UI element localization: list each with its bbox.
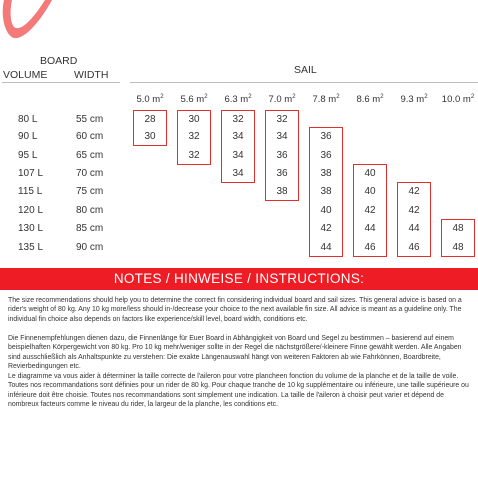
fin-size-value: 34: [232, 150, 244, 161]
board-width: 65 cm: [76, 150, 104, 161]
board-width: 75 cm: [76, 186, 104, 197]
fin-size-value: 34: [232, 168, 244, 179]
fin-size-value: 38: [320, 186, 332, 197]
fin-size-value: 44: [364, 223, 376, 234]
board-volume: 115 L: [18, 186, 43, 197]
fin-size-value: 44: [320, 242, 332, 253]
fin-size-value: 32: [188, 150, 200, 161]
board-width: 90 cm: [76, 242, 104, 253]
board-width: 85 cm: [76, 223, 104, 234]
board-volume: 107 L: [18, 168, 44, 179]
fin-size-value: 42: [408, 186, 420, 197]
sail-size-unit-exponent: 2: [336, 94, 340, 100]
fin-size-value: 32: [276, 114, 288, 125]
fin-size-value: 32: [188, 131, 200, 142]
board-width: 80 cm: [76, 205, 104, 216]
volume-header: VOLUME: [3, 69, 48, 81]
sail-header: SAIL: [294, 64, 317, 76]
sail-size-value: 5.6 m: [180, 94, 205, 106]
notes-banner: NOTES / HINWEISE / INSTRUCTIONS:: [0, 268, 478, 290]
board-width: 70 cm: [76, 168, 104, 179]
fin-size-value: 36: [320, 150, 332, 161]
board-width: 55 cm: [76, 114, 104, 125]
fin-size-value: 32: [232, 114, 244, 125]
fin-size-value: 28: [144, 114, 156, 125]
board-header: BOARD: [40, 55, 78, 67]
fin-size-value: 42: [320, 223, 332, 234]
sail-size-unit-exponent: 2: [470, 94, 475, 100]
board-volume: 80 L: [18, 114, 38, 125]
fin-size-value: 42: [408, 205, 420, 216]
fin-size-value: 40: [320, 205, 332, 216]
notes-german: Die Finnenempfehlungen dienen dazu, die Finnenlänge für Euer Board in Abhängigkeit von Board und Segel zu bestimmen – basierend auf einem beispielhaften Körpergewicht von 80 kg. Pro 10 kg mehr/weniger sollte in der Regel die nächstgrößere/-kleinere Finne gewählt werden. Alle Angaben sind ausschließlich als Anhaltspunkte zu verstehen: Die exakte Längenauswahl hängt von weiteren Faktoren ab wie Fahrkönnen, Boardbreite, Revierbedingungen etc.: [8, 335, 462, 371]
fin-size-value: 40: [364, 186, 376, 197]
sail-size-header: [180, 94, 207, 105]
sail-size-value: 5.0 m: [136, 94, 161, 106]
board-volume: 120 L: [18, 205, 44, 216]
board-volume: 135 L: [18, 242, 44, 253]
sail-size-unit-exponent: 2: [160, 94, 164, 100]
sail-size-header: [136, 94, 163, 105]
fin-size-value: 30: [144, 131, 156, 142]
sail-size-header: [442, 94, 474, 105]
board-width: 60 cm: [76, 131, 104, 142]
fin-size-value: 48: [452, 223, 464, 234]
sail-size-unit-exponent: 2: [424, 94, 428, 100]
fin-size-value: 40: [364, 168, 376, 179]
fin-size-value: 46: [364, 242, 376, 253]
fin-size-value: 30: [188, 114, 200, 125]
sail-size-unit-exponent: 2: [248, 94, 252, 100]
sail-size-header: [400, 94, 427, 105]
fin-size-value: 46: [408, 242, 420, 253]
board-volume: 95 L: [18, 150, 38, 161]
notes-french: Le diagramme va vous aider à déterminer la taille correcte de l'aileron pour votre plancheen fonction du volume de la planche et de la taille de voile. Toutes nos recommandations sont définies pour un rider de 80 kg. Pour chaque tranche de 10 kg supplémentaire ou inférieure, une taille supérieure ou inférieure doit être choisie. Toutes nos recommandations sont simplement une indication. La taille de l'aileron à choisir peut varier et dépend de nombreux facteurs comme le niveau du rider, la largeur de la planche, les conditions etc.: [8, 373, 469, 409]
sail-size-value: 6.3 m: [224, 94, 249, 106]
sail-size-unit-exponent: 2: [380, 94, 384, 100]
sail-size-value: 9.3 m: [400, 94, 425, 106]
board-header-underline: [2, 82, 120, 83]
sail-size-value: 7.0 m: [268, 94, 293, 106]
fin-size-value: 42: [364, 205, 376, 216]
width-header: WIDTH: [74, 69, 109, 81]
sail-header-underline: [130, 82, 478, 83]
sail-size-unit-exponent: 2: [292, 94, 296, 100]
notes-english: The size recommendations should help you to determine the correct fin considering individual board and sail sizes. This general advice is based on a rider's weight of 80 kg. Any 10 kg more/less should in-/decrease your choice to the next available fin size. All advice is meant as a guideline only. The individual fin choice also depends on factors like experience/skill level, board width, conditions etc.: [8, 297, 462, 323]
sail-size-unit-exponent: 2: [204, 94, 208, 100]
fin-size-value: 36: [276, 168, 288, 179]
board-volume: 130 L: [18, 223, 44, 234]
fin-size-value: 48: [452, 242, 464, 253]
sail-size-header: [356, 94, 383, 105]
fin-size-value: 38: [320, 168, 332, 179]
sail-size-header: [268, 94, 295, 105]
board-volume: 90 L: [18, 131, 38, 142]
fin-size-value: 44: [408, 223, 420, 234]
fin-size-value: 34: [276, 131, 288, 142]
sail-size-header: [224, 94, 251, 105]
brand-swoosh-icon: [0, 0, 70, 45]
sail-size-value: 10.0 m: [441, 94, 471, 106]
sail-size-value: 7.8 m: [312, 94, 337, 106]
fin-size-value: 36: [276, 150, 288, 161]
fin-size-value: 34: [232, 131, 244, 142]
fin-size-value: 36: [320, 131, 332, 142]
sail-size-value: 8.6 m: [356, 94, 381, 106]
fin-size-value: 38: [276, 186, 288, 197]
sail-size-header: [312, 94, 339, 105]
